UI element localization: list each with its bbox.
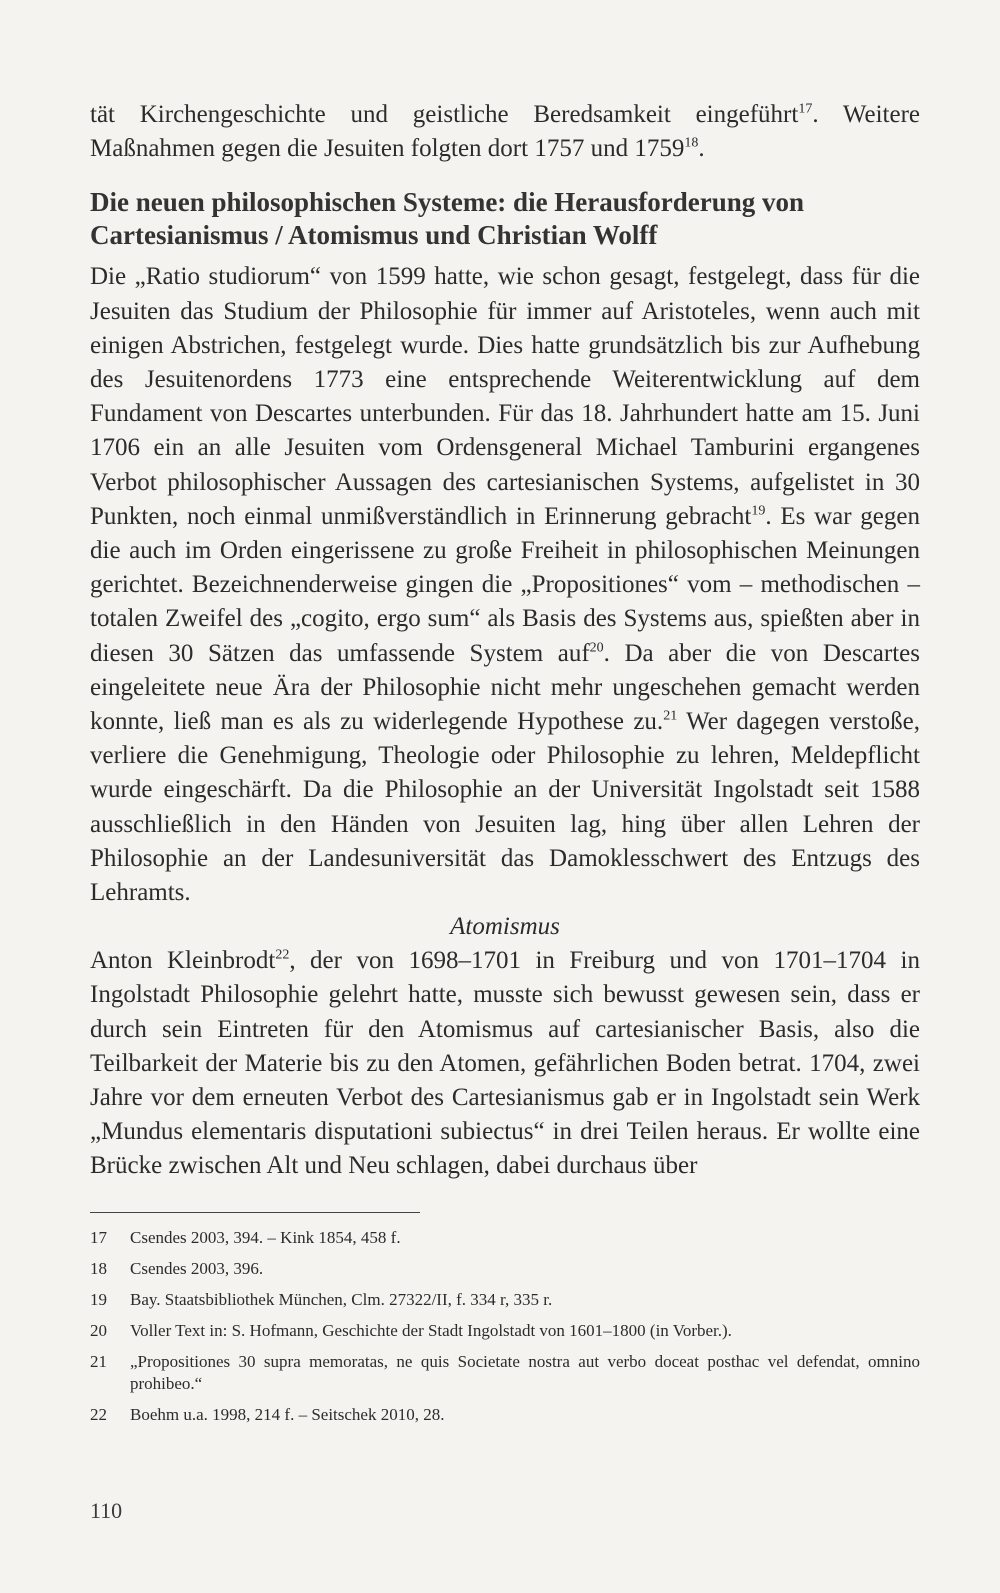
subheading-atomismus: Atomismus: [450, 913, 560, 941]
footnote: [90, 1404, 920, 1426]
footnote-ref-18: 18: [684, 135, 699, 151]
footnote-text: Voller Text in: S. Hofmann, Geschichte der Stadt Ingolstadt von 1601–1800 (in Vorber.).: [130, 1320, 732, 1340]
footnote-text: Bay. Staatsbibliothek München, Clm. 27322/II, f. 334 r, 335 r.: [130, 1289, 553, 1309]
footnote-text: Csendes 2003, 394. – Kink 1854, 458 f.: [130, 1227, 401, 1247]
para1-text-1: Die „Ratio studiorum“ von 1599 hatte, wie schon gesagt, festgelegt, dass für die Jesuiten das Studium der Philosophie für immer auf Aristoteles, wenn auch mit einigen Abstrichen, festgelegt wurde. Dies hatte grundsätzlich bis zur Aufhebung des Jesuitenordens 1773 eine entsprechende Weiterentwicklung auf dem Fundament von Descartes unterbunden. Für das 18. Jahrhundert hatte am 15. Juni 1706 ein an alle Jesuiten vom Ordensgeneral Michael Tamburini ergangenes Verbot philosophischer Aussagen des cartesianischen Systems, aufgelistet in 30 Punkten, noch einmal unmißverständlich in Erinnerung gebracht: [90, 263, 920, 530]
footnote-ref-22: 22: [275, 947, 290, 963]
footnotes: [90, 1227, 920, 1426]
para1-text-3: . Da aber die von Descartes eingeleitete neue Ära der Philosophie nicht mehr ungeschehen gemacht werden konnte, ließ man es als zu widerlegende Hypothese zu.: [90, 639, 920, 736]
section-heading: Die neuen philosophischen Systeme: die Herausforderung von Cartesianismus / Atomismus und Christian Wolff: [90, 187, 805, 251]
intro-text: tät Kirchengeschichte und geistliche Beredsamkeit eingeführt: [90, 101, 799, 128]
footnote: [90, 1351, 920, 1395]
footnote-ref-20: 20: [589, 640, 604, 656]
footnote-number: 21: [90, 1351, 107, 1371]
intro-end: .: [698, 135, 705, 163]
footnote-number: 19: [90, 1289, 107, 1309]
footnote-number: 17: [90, 1227, 107, 1247]
paragraph-ratio-studiorum: [90, 260, 920, 910]
paragraph-kleinbrodt: [90, 944, 920, 1183]
footnote-text: Csendes 2003, 396.: [130, 1258, 264, 1278]
footnote-ref-21: 21: [663, 708, 678, 724]
para1-text-4: Wer dagegen verstoße, verliere die Genehmigung, Theologie oder Philosophie zu lehren, Meldepflicht wurde eingeschärft. Da die Philosophie an der Universität Ingolstadt seit 1588 ausschließlich in den Händen von Jesuiten lag, hing über allen Lehren der Philosophie an der Landesuniversität das Damoklesschwert des Entzugs des Lehramts.: [90, 708, 921, 907]
footnote-ref-17: 17: [798, 101, 813, 117]
footnote-number: 20: [90, 1320, 107, 1340]
text-column: [90, 98, 920, 1435]
footnote: [90, 1289, 920, 1311]
footnote-text: „Propositiones 30 supra memoratas, ne quis Societate nostra aut verbo doceat posthac vel defendat, omnino prohibeo.“: [130, 1351, 920, 1393]
footnote-number: 18: [90, 1258, 107, 1278]
footnote: [90, 1258, 920, 1280]
footnote-ref-19: 19: [751, 503, 766, 519]
para2-text-2: , der von 1698–1701 in Freiburg und von 1701–1704 in Ingolstadt Philosophie gelehrt hatte, musste sich bewusst gewesen sein, dass er durch sein Eintreten für den Atomismus auf cartesianischer Basis, also die Teilbarkeit der Materie bis zu den Atomen, gefährlichen Boden betrat. 1704, zwei Jahre vor dem erneuten Verbot des Cartesianismus gab er in Ingolstadt sein Werk „Mundus elementaris disputationi subiectus“ in drei Teilen heraus. Er wollte eine Brücke zwischen Alt und Neu schlagen, dabei durchaus über: [90, 947, 920, 1180]
footnote-rule: [90, 1212, 420, 1213]
footnote: [90, 1227, 920, 1249]
para2-text-1: Anton Kleinbrodt: [90, 947, 276, 975]
footnote: [90, 1320, 920, 1342]
page-number: 110: [90, 1498, 123, 1523]
intro-text-2: . Weitere Maßnahmen gegen die Jesuiten folgten dort 1757 und 1759: [90, 101, 920, 163]
para1-text-2: . Es war gegen die auch im Orden eingerissene zu große Freiheit in philosophischen Meinungen gerichtet. Bezeichnenderweise gingen die „Propositiones“ vom – methodischen – totalen Zweifel des „cogito, ergo sum“ als Basis des Systems aus, spießten aber in diesen 30 Sätzen das umfassende System auf: [90, 502, 920, 667]
intro-paragraph: [90, 98, 920, 166]
footnote-number: 22: [90, 1404, 107, 1424]
footnote-text: Boehm u.a. 1998, 214 f. – Seitschek 2010, 28.: [130, 1404, 445, 1424]
